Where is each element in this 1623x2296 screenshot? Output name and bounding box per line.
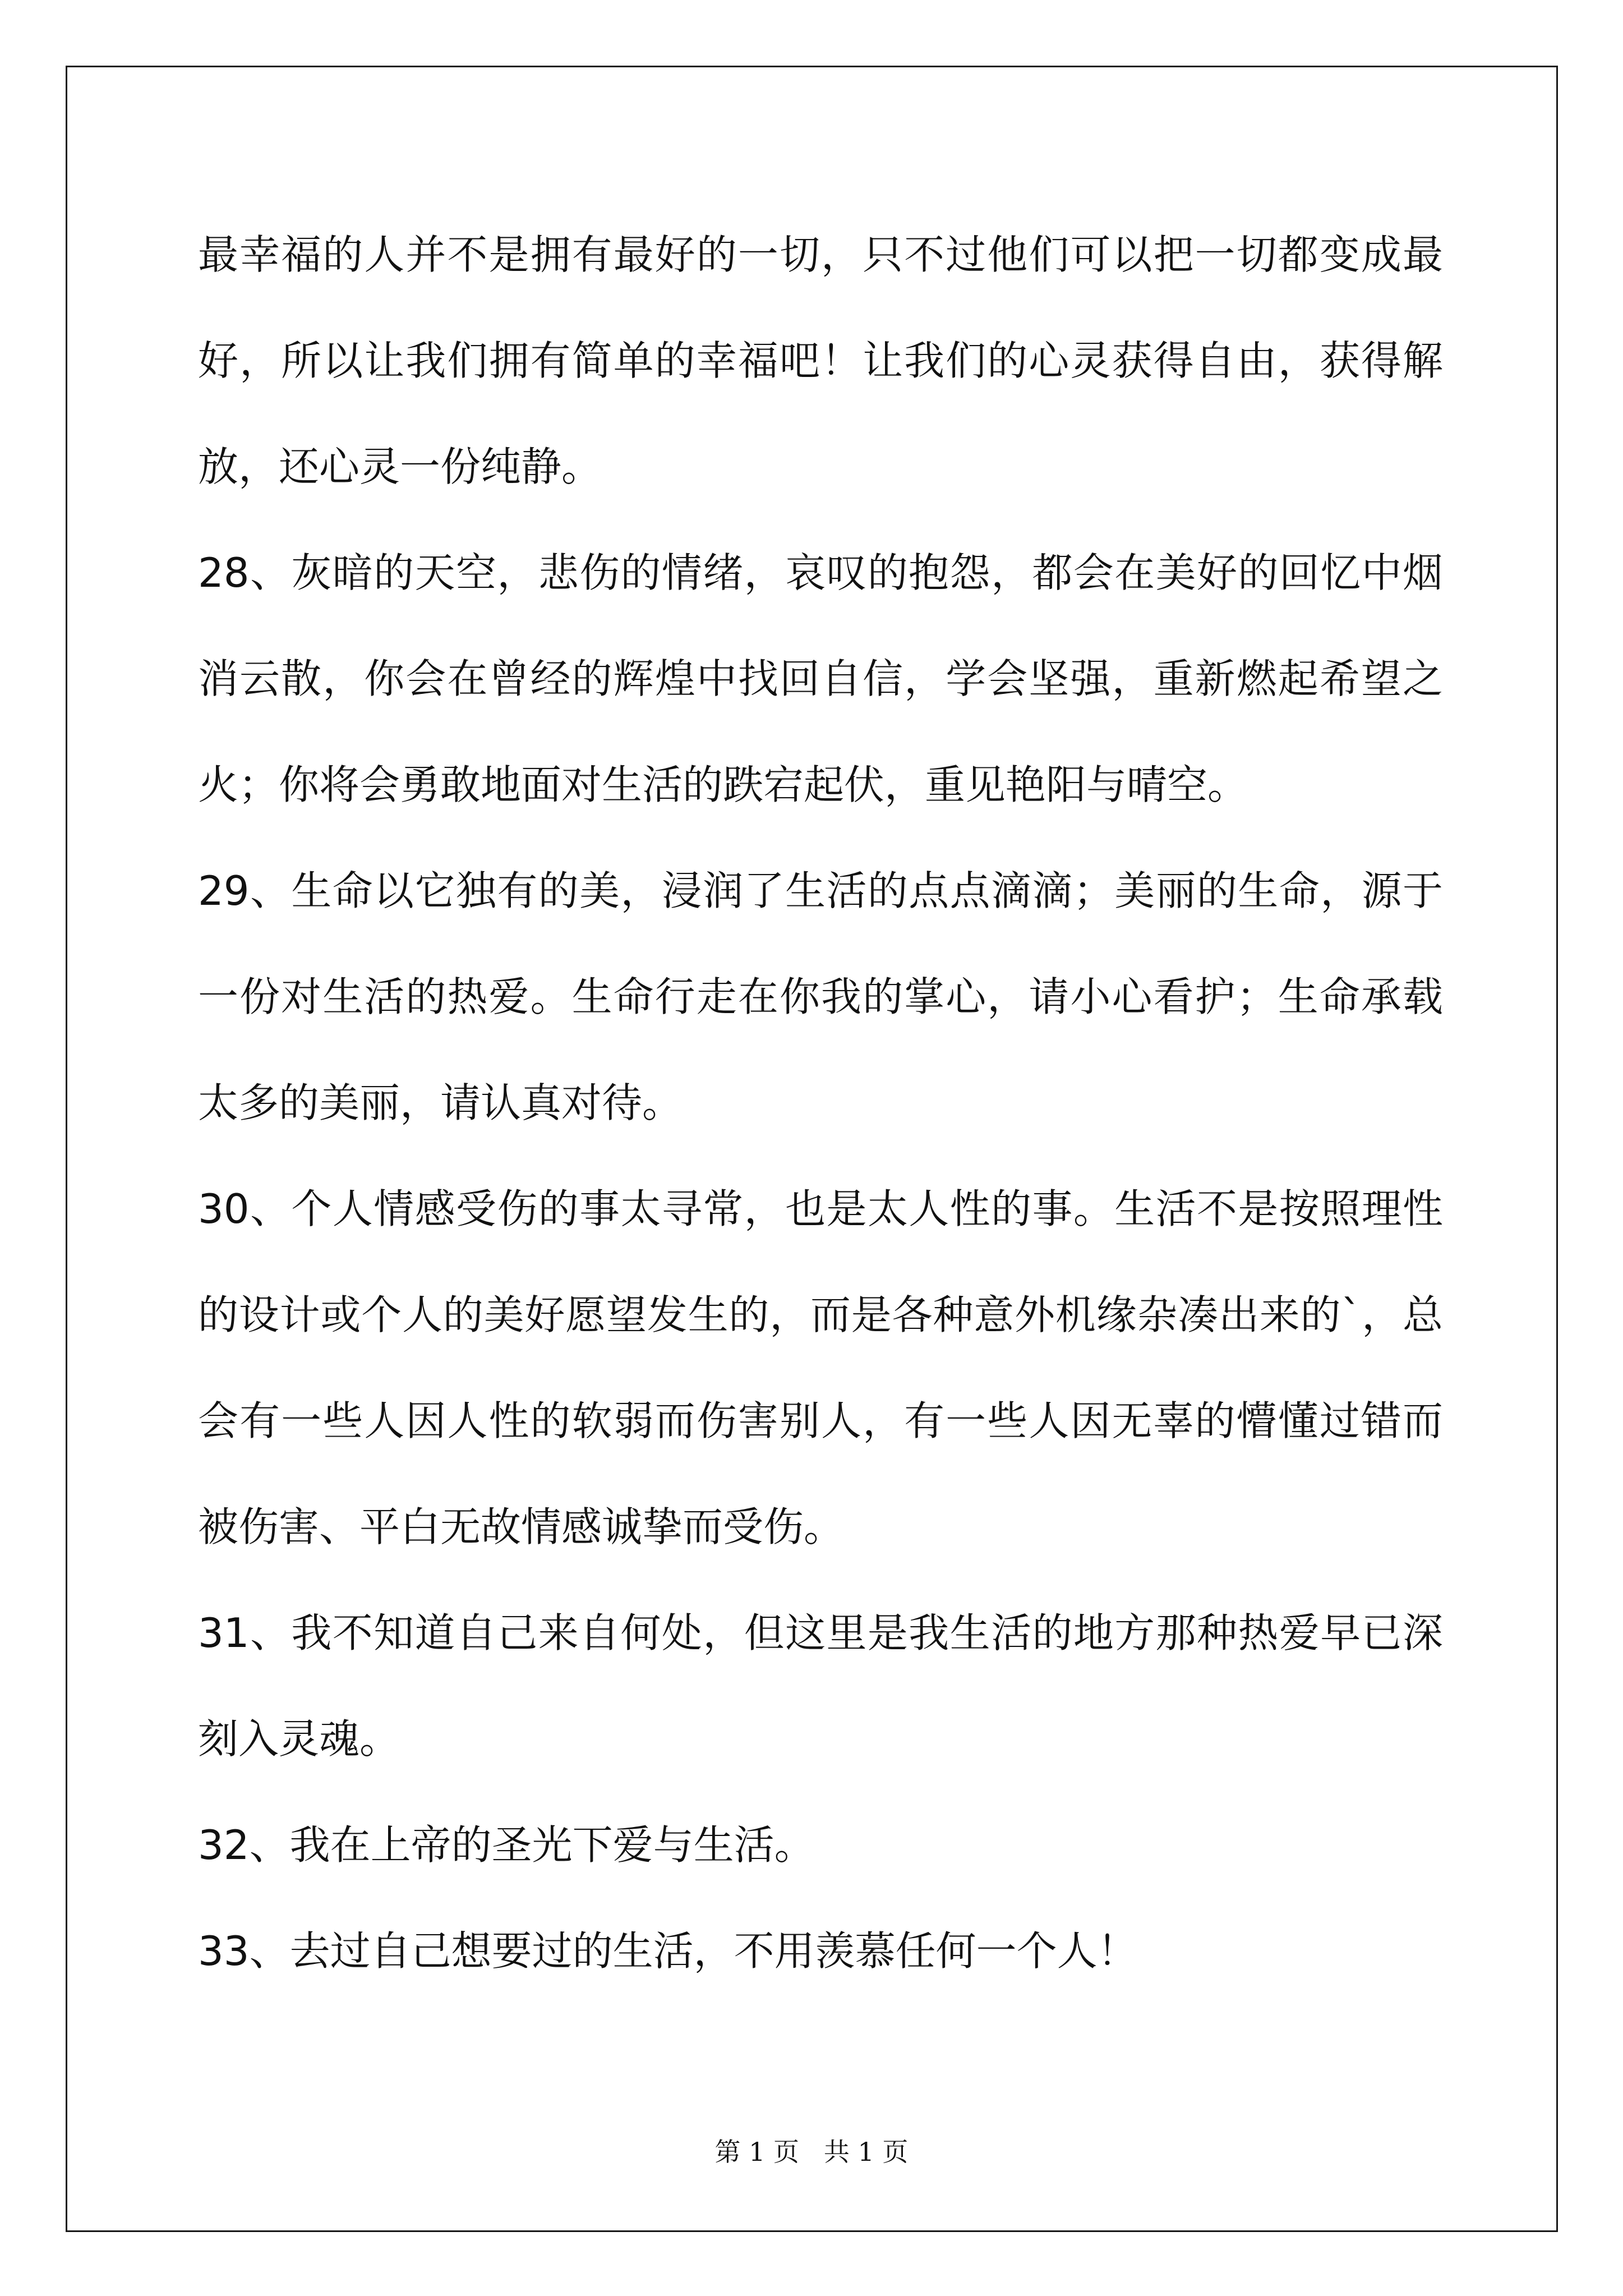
paragraph-28: 28、灰暗的天空，悲伤的情绪，哀叹的抱怨，都会在美好的回忆中烟消云散，你会在曾经的辉煌中找回自信，学会坚强，重新燃起希望之火；你将会勇敢地面对生活的跌宕起伏，重见艳阳与晴空。: [198, 549, 1443, 808]
page-footer: 第 1 页 共 1 页: [714, 2137, 909, 2167]
paragraph-31: 31、我不知道自己来自何处，但这里是我生活的地方那种热爱早已深刻入灵魂。: [198, 1609, 1443, 1763]
paragraph-29: 29、生命以它独有的美，浸润了生活的点点滴滴；美丽的生命，源于一份对生活的热爱。生命行走在你我的掌心，请小心看护；生命承载太多的美丽，请认真对待。: [198, 867, 1443, 1126]
document-body: [198, 202, 1443, 2004]
paragraph-30: 30、个人情感受伤的事太寻常，也是太人性的事。生活不是按照理性的设计或个人的美好愿望发生的，而是各种意外机缘杂凑出来的`，总会有一些人因人性的软弱而伤害别人，有一些人因无辜的懵懂过错而被伤害、平白无故情感诚挚而受伤。: [198, 1185, 1443, 1550]
paragraph-intro: 最幸福的人并不是拥有最好的一切，只不过他们可以把一切都变成最好，所以让我们拥有简单的幸福吧！让我们的心灵获得自由，获得解放，还心灵一份纯静。: [198, 231, 1443, 490]
paragraph-33: 33、去过自己想要过的生活，不用羡慕任何一个人！: [198, 1927, 1138, 1975]
paragraph-32: 32、我在上帝的圣光下爱与生活。: [198, 1821, 815, 1869]
